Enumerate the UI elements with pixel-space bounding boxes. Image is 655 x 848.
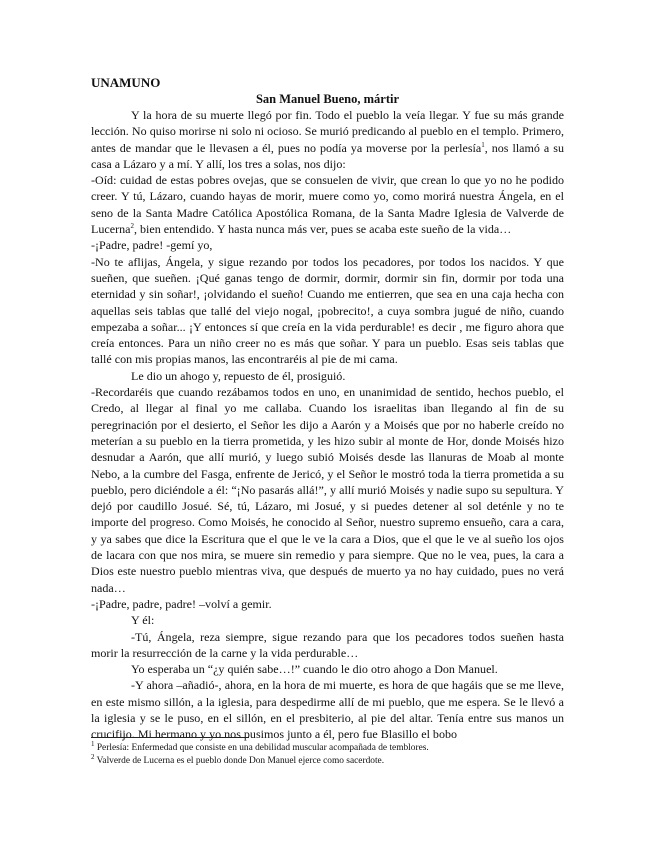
body-text [91, 107, 564, 743]
footnote [91, 752, 571, 767]
paragraph: -Recordaréis que cuando rezábamos todos en uno, en unanimidad de sentido, hechos pueblo, el Credo, al llegar al final yo me callaba. Cuando los israelitas iban llegando al fin de su peregrinación por el desierto, el Señor les dijo a Aarón y a Moisés que por no haberle creído no meterían a su pueblo en la tierra prometida, y les hizo subir al monte de Hor, donde Moisés hizo desnudar a Aarón, que allí murió, y luego subió Moisés desde las llanuras de Moab al monte Nebo, a la cumbre del Fasga, enfrente de Jericó, y el Señor le mostró toda la tierra prometida a su pueblo, pero diciéndole a él: “¡No pasarás allá!”, y allí murió Moisés y nadie supo su sepultura. Y dejó por caudillo Josué. Sé, tú, Lázaro, mi Josué, y si puedes detener al sol deténle y no te importe del progreso. Como Moisés, he conocido al Señor, nuestro supremo ensueño, cara a cara, y ya sabes que dice la Escritura que el que le ve la cara a Dios, que el que le ve al sueño los ojos de lacara con que nos mira, se muere sin remedio y para siempre. Que no le vea, pues, la cara a Dios este nuestro pueblo mientras viva, que después de muerto ya no hay cuidado, pues no verá nada… [91, 385, 564, 595]
paragraph: -No te aflijas, Ángela, y sigue rezando por todos los pecadores, por todos los nacidos. Y que sueñen, que sueñen. ¡Qué ganas tengo de dormir, dormir, dormir sin fin, dormir por toda una eternidad y sin soñar!, ¡olvidando el sueño! Cuando me entierren, que sea en una caja hecha con aquellas seis tablas que tallé del viejo nogal, ¡pobrecito!, a cuya sombra jugué de niño, cuando empezaba a soñar... ¡Y entonces sí que creía en la vida perdurable! es decir , me figuro ahora que creía entonces. Para un niño creer no es más que soñar. Y para un pueblo. Esas seis tablas que tallé con mis propias manos, las encontraréis al pie de mi cama. [91, 254, 564, 367]
footnote-divider [91, 737, 249, 738]
page-title: San Manuel Bueno, mártir [255, 92, 400, 106]
paragraph [91, 107, 564, 172]
paragraph-text: , bien entendido. Y hasta nunca más ver, pues se acaba este sueño de la vida… [133, 222, 512, 237]
paragraph: -¡Padre, padre! -gemí yo, [91, 238, 213, 253]
paragraph: -¡Padre, padre, padre! –volví a gemir. [91, 596, 272, 611]
footnote-ref[interactable]: 2 [130, 222, 134, 231]
paragraph-text: -Oíd: cuidad de estas pobres ovejas, que se consuelen de vivir, que crean lo que yo no he podido creer. Y tú, Lázaro, cuando hayas de morir, muere como yo, como morirá nuestra Ángela, en el seno de la Santa Madre Católica Apostólica Romana, de la Santa Madre Iglesia de Valverde de Lucerna [91, 173, 564, 237]
footnote-mark: 2 [91, 752, 95, 761]
footnote-mark: 1 [91, 739, 95, 748]
paragraph: Y él: [131, 613, 155, 628]
footnote [91, 739, 571, 754]
paragraph-text: , nos llamó a su casa a Lázaro y a mí. Y allí, los tres a solas, nos dijo: [91, 140, 564, 171]
footnote-text: Valverde de Lucerna es el pueblo donde Don Manuel ejerce como sacerdote. [94, 756, 385, 766]
author-heading: UNAMUNO [91, 75, 161, 90]
paragraph: -Tú, Ángela, reza siempre, sigue rezando para que los pecadores todos sueñen hasta morir la resurrección de la carne y la vida perdurable… [91, 629, 564, 660]
footnote-ref[interactable]: 1 [481, 140, 485, 149]
paragraph: -Y ahora –añadió-, ahora, en la hora de mi muerte, es hora de que hagáis que se me lleve, en este mismo sillón, a la iglesia, para despedirme allí de mi pueblo, que me espera. Se le llevó a la iglesia y se le puso, en el sillón, en el presbiterio, al pie del altar. Tenía entre sus manos un crucifijo. Mi hermano y yo nos pusimos junto a él, pero fue Blasillo el bobo [91, 678, 564, 742]
paragraph: Le dio un ahogo y, repuesto de él, prosiguió. [131, 368, 346, 383]
paragraph [91, 172, 564, 237]
paragraph-text: Y la hora de su muerte llegó por fin. Todo el pueblo la veía llegar. Y fue su más grande lección. No quiso morirse ni solo ni ocioso. Se murió predicando al pueblo en el templo. Primero, antes de mandar que le llevasen a él, pues no podía ya moverse por la perlesía [91, 108, 564, 155]
footnote-text: Perlesía: Enfermedad que consiste en una debilidad muscular acompañada de temblores. [94, 743, 429, 753]
paragraph: Yo esperaba un “¿y quién sabe…!” cuando le dio otro ahogo a Don Manuel. [131, 662, 498, 677]
